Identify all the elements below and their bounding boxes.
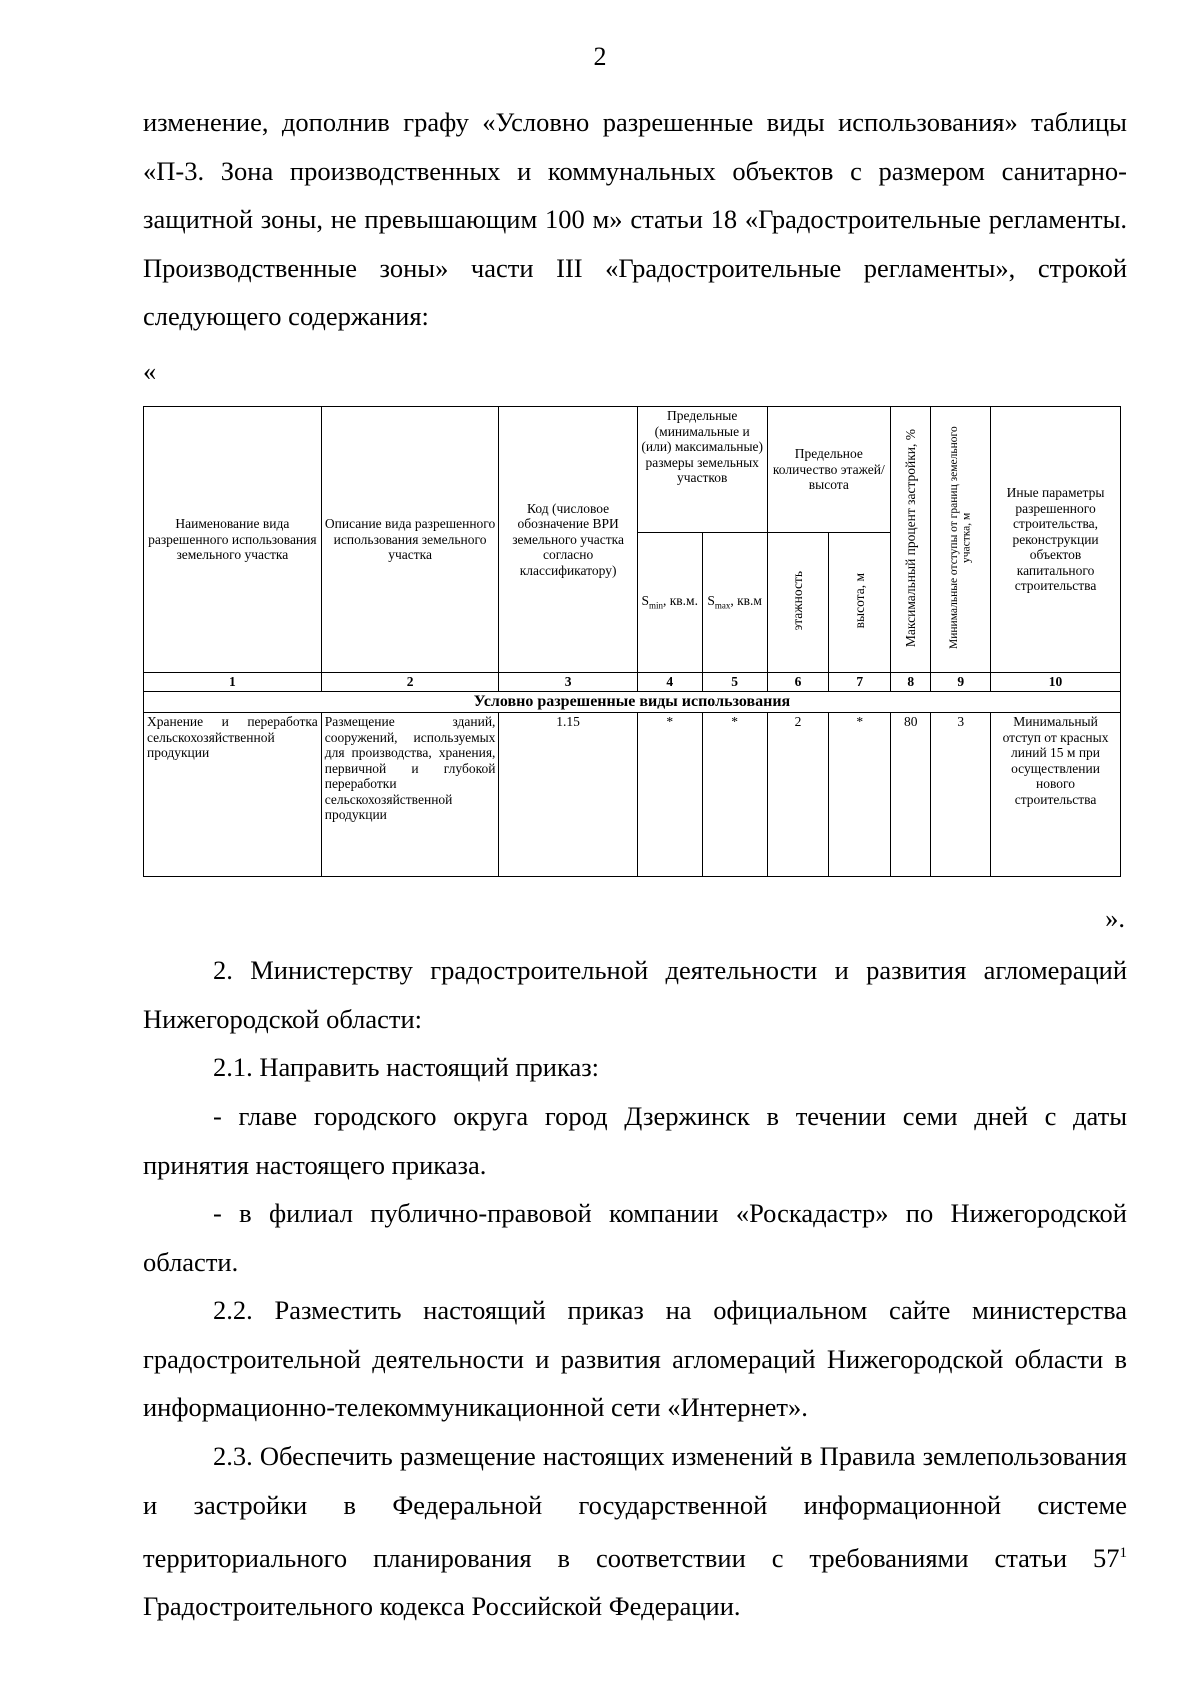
header-max-coverage: Максимальный процент застройки, % — [891, 407, 931, 673]
row-s-max: * — [702, 713, 767, 877]
closing-quote: ». — [1105, 903, 1125, 933]
column-numbers-row — [144, 673, 1121, 692]
col-number: 9 — [931, 673, 991, 692]
paragraph-2-2: 2.2. Разместить настоящий приказ на официальном сайте министерства градостроительной деятельности и развития агломераций Нижегородской области в информационно-телекоммуникационной сети «Интернет». — [143, 1295, 1127, 1422]
header-floors-height: Предельное количество этажей/высота — [767, 407, 890, 533]
paragraph-2: 2. Министерству градостроительной деятельности и развития агломераций Нижегородской области: — [143, 955, 1127, 1034]
col-number: 3 — [499, 673, 637, 692]
header-setbacks: Минимальные отступы от границ земельного участка, м — [931, 407, 991, 673]
intro-paragraph: изменение, дополнив графу «Условно разрешенные виды использования» таблицы «П-3. Зона производственных и коммунальных объектов с размером санитарно-защитной зоны, не превышающим 100 м» статьи 18 «Градостроительные регламенты. Производственные зоны» части III «Градостроительные регламенты», строкой следующего содержания: — [143, 107, 1127, 331]
row-description: Размещение зданий, сооружений, используемых для производства, хранения, первичной и глубокой переработки сельскохозяйственной продукции — [321, 713, 499, 877]
header-name: Наименование вида разрешенного использования земельного участка — [144, 407, 322, 673]
row-other-params: Минимальный отступ от красных линий 15 м при осуществлении нового строительства — [991, 713, 1121, 877]
row-height: * — [829, 713, 891, 877]
paragraph-2-1: 2.1. Направить настоящий приказ: — [213, 1052, 600, 1082]
paragraph-2-3: 2.3. Обеспечить размещение настоящих изменений в Правила землепользования и застройки в Федеральной государственной информационной системе территориального планирования в соответствии с требованиями статьи $57^1$ Градостроительного кодекса Российской Федерации. — [143, 1441, 1127, 1622]
row-max-coverage: 80 — [891, 713, 931, 877]
row-setback: 3 — [931, 713, 991, 877]
col-number: 5 — [702, 673, 767, 692]
section-title: Условно разрешенные виды использования — [144, 692, 1121, 713]
col-number: 1 — [144, 673, 322, 692]
paragraph-2-1-b: - в филиал публично-правовой компании «Роскадастр» по Нижегородской области. — [143, 1198, 1127, 1277]
paragraph-2-1-a: - главе городского округа город Дзержинск в течении семи дней с даты принятия настоящего приказа. — [143, 1101, 1127, 1180]
row-name: Хранение и переработка сельскохозяйственной продукции — [144, 713, 322, 877]
col-number: 8 — [891, 673, 931, 692]
header-s-min: $S_{min}$, кв.м. — [637, 533, 702, 673]
header-s-max: $S_{max}$, кв.м — [702, 533, 767, 673]
table-row — [144, 713, 1121, 877]
col-number: 10 — [991, 673, 1121, 692]
header-other-params: Иные параметры разрешенного строительства, реконструкции объектов капитального строительства — [991, 407, 1121, 673]
header-code: Код (числовое обозначение ВРИ земельного участка согласно классификатору) — [499, 407, 637, 673]
opening-quote: « — [143, 356, 157, 386]
footnote-superscript: 1 — [1119, 1545, 1127, 1561]
col-number: 2 — [321, 673, 499, 692]
row-floors: 2 — [767, 713, 829, 877]
col-number: 7 — [829, 673, 891, 692]
header-height: высота, м — [829, 533, 891, 673]
col-number: 6 — [767, 673, 829, 692]
regulations-table — [143, 406, 1121, 877]
header-plot-sizes: Предельные (минимальные и (или) максимальные) размеры земельных участков — [637, 407, 767, 533]
row-s-min: * — [637, 713, 702, 877]
col-number: 4 — [637, 673, 702, 692]
header-floors: этажность — [767, 533, 829, 673]
header-description: Описание вида разрешенного использования земельного участка — [321, 407, 499, 673]
page-number: 2 — [593, 42, 607, 71]
row-code: 1.15 — [499, 713, 637, 877]
